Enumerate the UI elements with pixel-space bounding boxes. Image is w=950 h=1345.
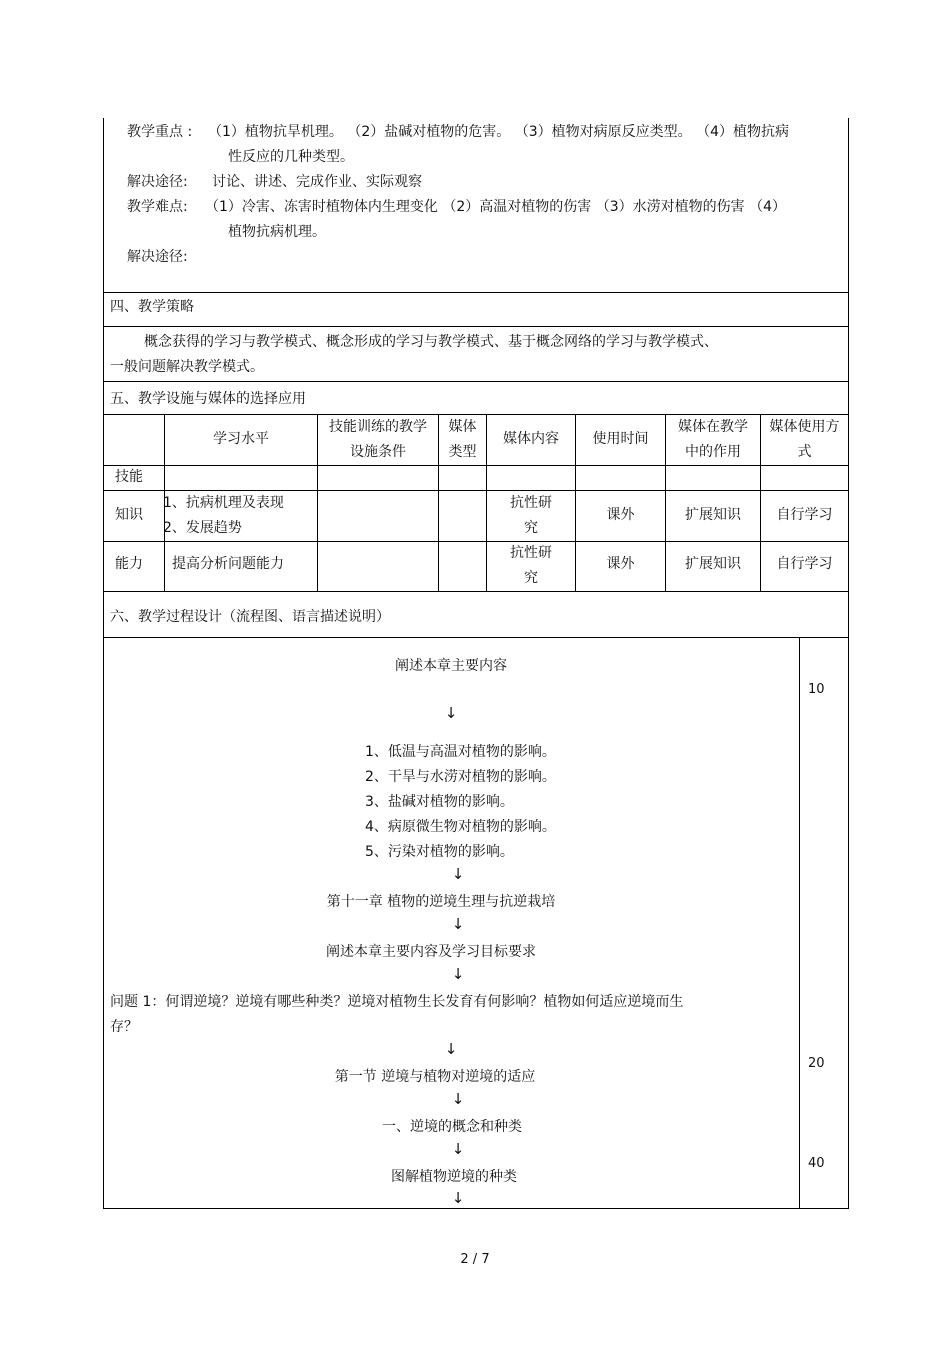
flow-item: 1、低温与高温对植物的影响。: [365, 744, 556, 760]
knowledge-role: 扩展知识: [685, 507, 741, 523]
flow-item: 2、干旱与水涝对植物的影响。: [365, 769, 556, 785]
page-number: 2 / 7: [460, 1252, 490, 1267]
row-label-skill: 技能: [115, 469, 143, 485]
flow-arrow: ↓: [451, 865, 465, 883]
flow-arrow: ↓: [451, 1140, 465, 1158]
key-text-line1: （1）植物抗旱机理。 （2）盐碱对植物的危害。 （3）植物对病原反应类型。 （4）植物抗病: [208, 124, 789, 140]
flow-arrow: ↓: [451, 915, 465, 933]
flow-concept: 一、逆境的概念和种类: [382, 1119, 522, 1135]
knowledge-mode: 自行学习: [776, 507, 833, 523]
difficulty-text-line1: （1）冷害、冻害时植物体内生理变化 （2）高温对植物的伤害 （3）水涝对植物的伤害 （4）: [205, 199, 786, 215]
col-header-facility: 技能训练的教学 设施条件: [329, 419, 427, 460]
solve-text: 讨论、讲述、完成作业、实际观察: [212, 174, 422, 190]
strategy-header: 四、教学策略: [110, 299, 194, 315]
row-divider: [103, 637, 849, 638]
strategy-line2: 一般问题解决教学模式。: [110, 359, 264, 375]
col-header-level: 学习水平: [213, 431, 269, 447]
key-text-line2: 性反应的几种类型。: [228, 149, 354, 165]
process-header: 六、教学过程设计（流程图、语言描述说明）: [110, 609, 390, 625]
flow-question-line2: 存？: [110, 1019, 138, 1035]
row-label-knowledge: 知识: [115, 507, 143, 523]
solve-label: 解决途径:: [127, 174, 188, 190]
time-value: 10: [808, 682, 825, 697]
knowledge-level: 1、抗病机理及表现 2、发展趋势: [163, 495, 284, 536]
col-header-content: 媒体内容: [503, 431, 559, 447]
flow-item: 5、污染对植物的影响。: [365, 844, 514, 860]
difficulty-label: 教学难点:: [127, 199, 188, 215]
ability-time: 课外: [606, 556, 635, 572]
col-header-type: 媒体 类型: [448, 419, 477, 460]
ability-mode: 自行学习: [776, 556, 833, 572]
row-divider: [103, 326, 849, 327]
key-label: 教学重点 :: [127, 124, 193, 140]
flow-item: 4、病原微生物对植物的影响。: [365, 819, 556, 835]
row-label-ability: 能力: [115, 556, 143, 572]
difficulty-text-line2: 植物抗病机理。: [228, 224, 326, 240]
time-value: 40: [808, 1156, 825, 1171]
ability-content: 抗性研 究: [510, 545, 552, 586]
knowledge-content: 抗性研 究: [510, 495, 552, 536]
flow-arrow: ↓: [444, 1040, 458, 1058]
ability-level: 提高分析问题能力: [172, 556, 284, 572]
table-border-bottom: [103, 1208, 849, 1209]
table-border-right: [848, 118, 849, 1209]
flow-goals: 阐述本章主要内容及学习目标要求: [326, 944, 536, 960]
row-divider: [103, 465, 849, 466]
flow-section: 第一节 逆境与植物对逆境的适应: [334, 1069, 536, 1085]
flow-diagram: 图解植物逆境的种类: [391, 1169, 517, 1185]
flow-arrow: ↓: [444, 704, 458, 722]
media-header: 五、教学设施与媒体的选择应用: [110, 391, 306, 407]
time-value: 20: [808, 1056, 825, 1071]
flow-arrow: ↓: [451, 965, 465, 983]
col-header-mode: 媒体使用方 式: [769, 419, 840, 460]
row-divider: [103, 381, 849, 382]
flow-question-line1: 问题 1：何谓逆境？逆境有哪些种类？逆境对植物生长发育有何影响？植物如何适应逆境而生: [110, 994, 684, 1010]
row-divider: [103, 292, 849, 293]
flow-item: 3、盐碱对植物的影响。: [365, 794, 514, 810]
col-header-role: 媒体在教学 中的作用: [678, 419, 748, 460]
ability-role: 扩展知识: [685, 556, 741, 572]
flow-chapter: 第十一章 植物的逆境生理与抗逆栽培: [326, 894, 556, 910]
col-header-time: 使用时间: [592, 431, 649, 447]
row-divider: [103, 591, 849, 592]
solve2-label: 解决途径:: [127, 249, 188, 265]
strategy-line1: 概念获得的学习与教学模式、概念形成的学习与教学模式、基于概念网络的学习与教学模式、: [144, 334, 718, 350]
knowledge-time: 课外: [606, 507, 635, 523]
row-divider: [103, 541, 849, 542]
flow-arrow: ↓: [451, 1090, 465, 1108]
flow-arrow: ↓: [451, 1189, 465, 1207]
flow-intro: 阐述本章主要内容: [395, 658, 507, 674]
